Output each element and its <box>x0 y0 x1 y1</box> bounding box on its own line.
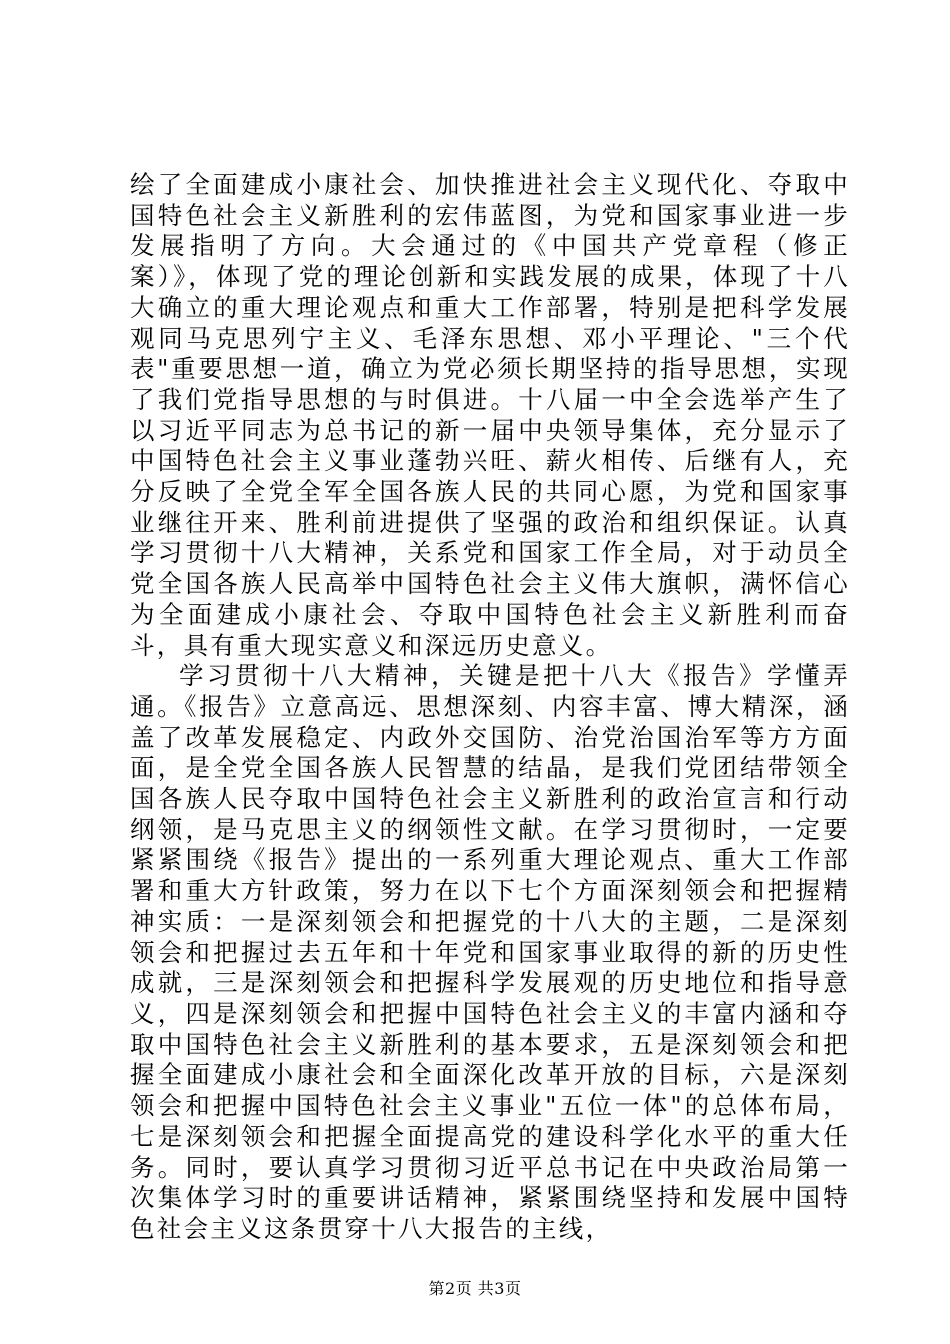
paragraph-1: 绘了全面建成小康社会、加快推进社会主义现代化、夺取中国特色社会主义新胜利的宏伟蓝图，为党和国家事业进一步发展指明了方向。大会通过的《中国共产党章程（修正案）》，体现了党的理论创新和实践发展的成果，体现了十八大确立的重大理论观点和重大工作部署，特别是把科学发展观同马克思列宁主义、毛泽东思想、邓小平理论、"三个代表"重要思想一道，确立为党必须长期坚持的指导思想，实现了我们党指导思想的与时俱进。十八届一中全会选举产生了以习近平同志为总书记的新一届中央领导集体，充分显示了中国特色社会主义事业蓬勃兴旺、薪火相传、后继有人，充分反映了全党全军全国各族人民的共同心愿，为党和国家事业继往开来、胜利前进提供了坚强的政治和组织保证。认真学习贯彻十八大精神，关系党和国家工作全局，对于动员全党全国各族人民高举中国特色社会主义伟大旗帜，满怀信心为全面建成小康社会、夺取中国特色社会主义新胜利而奋斗，具有重大现实意义和深远历史意义。 <box>130 170 850 660</box>
page-footer: 第2页 共3页 <box>428 1279 522 1298</box>
paragraph-2: 学习贯彻十八大精神，关键是把十八大《报告》学懂弄通。《报告》立意高远、思想深刻、内容丰富、博大精深，涵盖了改革发展稳定、内政外交国防、治党治国治军等方方面面，是全党全国各族人民智慧的结晶，是我们党团结带领全国各族人民夺取中国特色社会主义新胜利的政治宣言和行动纲领，是马克思主义的纲领性文献。在学习贯彻时，一定要紧紧围绕《报告》提出的一系列重大理论观点、重大工作部署和重大方针政策，努力在以下七个方面深刻领会和把握精神实质：一是深刻领会和把握党的十八大的主题，二是深刻领会和把握过去五年和十年党和国家事业取得的新的历史性成就，三是深刻领会和把握科学发展观的历史地位和指导意义，四是深刻领会和把握中国特色社会主义的丰富内涵和夺取中国特色社会主义新胜利的基本要求，五是深刻领会和把握全面建成小康社会和全面深化改革开放的目标，六是深刻领会和把握中国特色社会主义事业"五位一体"的总体布局，七是深刻领会和把握全面提高党的建设科学化水平的重大任务。同时，要认真学习贯彻习近平总书记在中央政治局第一次集体学习时的重要讲话精神，紧紧围绕坚持和发展中国特色社会主义这条贯穿十八大报告的主线， <box>130 661 850 1243</box>
document-body <box>130 170 850 1245</box>
